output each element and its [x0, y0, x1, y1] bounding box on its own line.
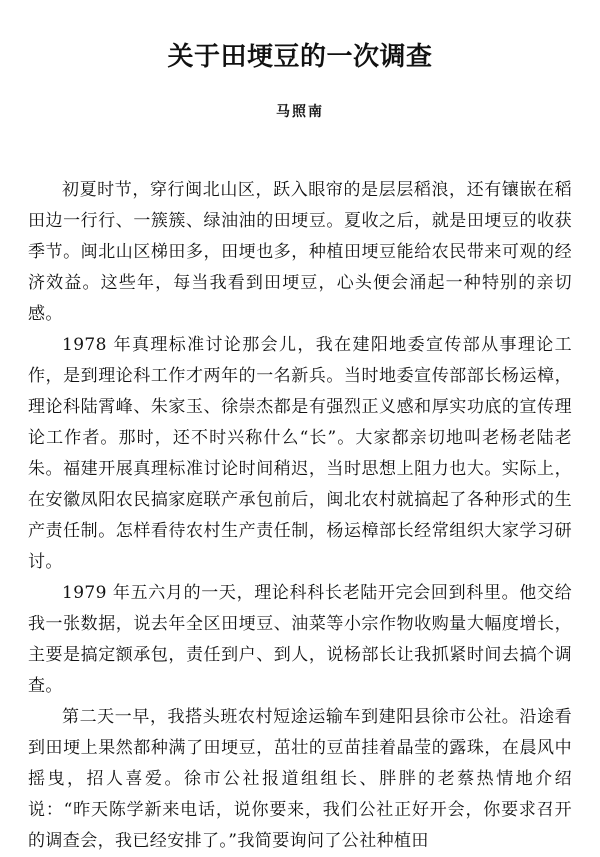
paragraph: 第二天一早，我搭头班农村短途运输车到建阳县徐市公社。沿途看到田埂上果然都种满了田埂豆，茁壮的豆苗挂着晶莹的露珠，在晨风中摇曳，招人喜爱。徐市公社报道组组长、胖胖的老蔡热情地介绍说：“昨天陈学新来电话，说你要来，我们公社正好开会，你要求召开的调查会，我已经安排了。”我简要询问了公社种植田 [28, 707, 572, 851]
article-author: 马照南 [276, 104, 324, 120]
paragraph: 1979 年五六月的一天，理论科科长老陆开完会回到科里。他交给我一张数据，说去年全区田埂豆、油菜等小宗作物收购量大幅度增长，主要是搞定额承包，责任到户、到人，说杨部长让我抓紧时间去搞个调查。 [28, 583, 572, 696]
paragraph: 初夏时节，穿行闽北山区，跃入眼帘的是层层稻浪，还有镶嵌在稻田边一行行、一簇簇、绿油油的田埂豆。夏收之后，就是田埂豆的收获季节。闽北山区梯田多，田埂也多，种植田埂豆能给农民带来可观的经济效益。这些年，每当我看到田埂豆，心头便会涌起一种特别的亲切感。 [28, 180, 572, 324]
paragraph: 1978 年真理标准讨论那会儿，我在建阳地委宣传部从事理论工作，是到理论科工作才两年的一名新兵。当时地委宣传部部长杨运樟，理论科陆霄峰、朱家玉、徐崇杰都是有强烈正义感和厚实功底的宣传理论工作者。那时，还不时兴称什么“长”。大家都亲切地叫老杨老陆老朱。福建开展真理标准讨论时间稍迟，当时思想上阻力也大。实际上，在安徽凤阳农民搞家庭联产承包前后，闽北农村就搞起了各种形式的生产责任制。怎样看待农村生产责任制，杨运樟部长经常组织大家学习研讨。 [28, 335, 572, 572]
article-body [28, 175, 572, 857]
article-title: 关于田埂豆的一次调查 [167, 42, 433, 72]
